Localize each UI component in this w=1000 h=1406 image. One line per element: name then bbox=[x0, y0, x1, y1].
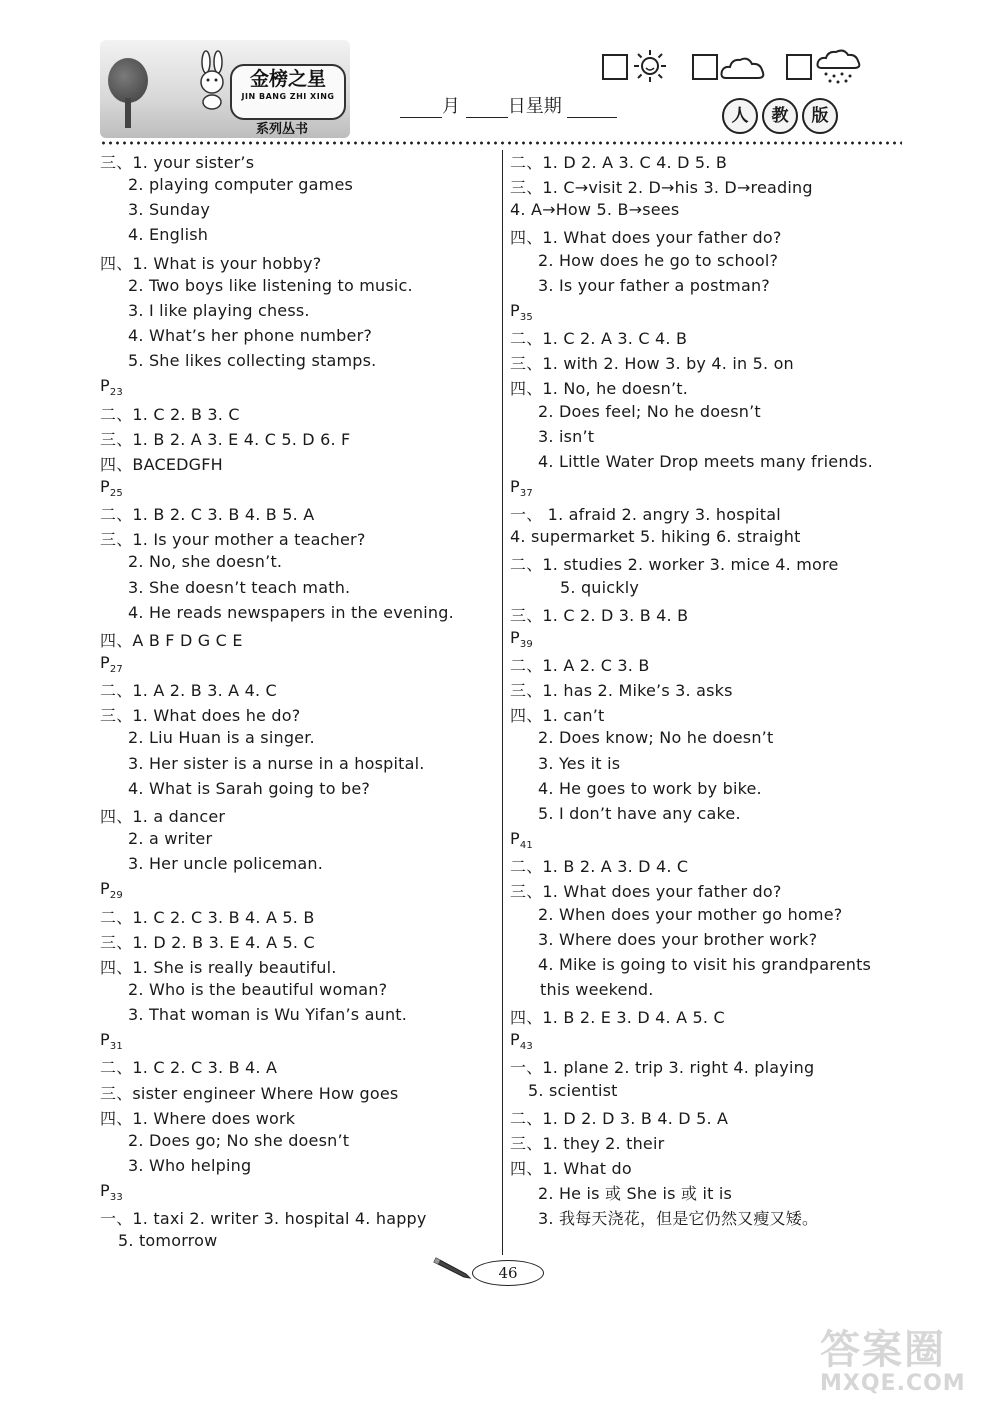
section-answer-line: 三、1. What does your father do? bbox=[510, 882, 782, 902]
column-divider bbox=[502, 150, 503, 1255]
edition-badge-3: 版 bbox=[802, 98, 838, 134]
page-prefix: P bbox=[510, 627, 520, 647]
answer-line: 4. Mike is going to visit his grandparents bbox=[538, 954, 872, 974]
page-ref-label bbox=[510, 829, 533, 851]
answer-line: 3. Yes it is bbox=[538, 753, 621, 773]
edition-badge-1: 人 bbox=[722, 98, 758, 134]
month-blank[interactable] bbox=[400, 99, 442, 118]
section-answer-line: 二、1. A 2. B 3. A 4. C bbox=[100, 681, 277, 701]
section-answer-line: 三、sister engineer Where How goes bbox=[100, 1083, 399, 1103]
section-answer-line: 二、1. C 2. C 3. B 4. A 5. B bbox=[100, 907, 315, 927]
page-ref-label bbox=[100, 477, 123, 499]
section-answer-line: 四、A B F D G C E bbox=[100, 630, 243, 650]
tree-illustration bbox=[108, 58, 148, 103]
section-answer-line: 四、1. Where does work bbox=[100, 1108, 296, 1128]
answer-line: 3. 我每天浇花，但是它仍然又瘦又矮。 bbox=[538, 1209, 819, 1229]
page-ref-label bbox=[510, 301, 533, 323]
cloud-icon bbox=[720, 54, 766, 82]
page-ref-label bbox=[510, 477, 533, 499]
section-answer-line: 二、1. D 2. D 3. B 4. D 5. A bbox=[510, 1108, 729, 1128]
answer-line: 5. I don’t have any cake. bbox=[538, 803, 741, 823]
page-ref-label bbox=[510, 628, 533, 650]
section-answer-line: 一、 1. afraid 2. angry 3. hospital bbox=[510, 505, 781, 525]
logo-pinyin: JIN BANG ZHI XING bbox=[241, 92, 335, 101]
section-answer-line: 二、1. C 2. C 3. B 4. A bbox=[100, 1058, 278, 1078]
answer-line: 4. What’s her phone number? bbox=[128, 326, 373, 346]
answer-line: 5. tomorrow bbox=[118, 1231, 218, 1251]
answer-line: 2. How does he go to school? bbox=[538, 250, 779, 270]
section-answer-line: 二、1. D 2. A 3. C 4. D 5. B bbox=[510, 153, 728, 172]
section-answer-line: 三、1. your sister’s bbox=[100, 153, 255, 172]
page-ref-label bbox=[100, 1030, 123, 1052]
section-answer-line: 四、1. She is really beautiful. bbox=[100, 957, 337, 977]
page-prefix: P bbox=[100, 1181, 110, 1201]
answer-line: 4. Little Water Drop meets many friends. bbox=[538, 451, 873, 471]
edition-badge-2: 教 bbox=[762, 98, 798, 134]
answer-line: 3. isn’t bbox=[538, 426, 595, 446]
rain-cloud-icon bbox=[816, 48, 862, 86]
answer-line: 4. A→How 5. B→sees bbox=[510, 200, 680, 220]
section-answer-line: 三、1. What does he do? bbox=[100, 706, 301, 726]
section-answer-line: 三、1. C→visit 2. D→his 3. D→reading bbox=[510, 178, 813, 198]
section-answer-line: 一、1. taxi 2. writer 3. hospital 4. happy bbox=[100, 1209, 427, 1229]
watermark-cn: 答案圈 bbox=[820, 1327, 946, 1373]
site-watermark bbox=[820, 1318, 990, 1398]
section-answer-line: 三、1. B 2. A 3. E 4. C 5. D 6. F bbox=[100, 429, 351, 449]
page-ref-label bbox=[100, 653, 123, 675]
rainy-checkbox[interactable] bbox=[786, 54, 812, 80]
answer-line: 2. a writer bbox=[128, 829, 213, 849]
page-header bbox=[100, 40, 902, 140]
answer-line: 3. I like playing chess. bbox=[128, 300, 310, 320]
section-answer-line: 三、1. they 2. their bbox=[510, 1133, 665, 1153]
page-ref-label bbox=[100, 879, 123, 901]
page-ref-number: 43 bbox=[519, 1041, 533, 1053]
page-prefix: P bbox=[510, 1030, 520, 1050]
logo-title-box bbox=[230, 64, 346, 120]
section-answer-line: 三、1. Is your mother a teacher? bbox=[100, 530, 366, 550]
answer-line: 2. He is 或 She is 或 it is bbox=[538, 1184, 733, 1204]
weekday-label: 星期 bbox=[525, 96, 562, 117]
answer-line: 3. Her sister is a nurse in a hospital. bbox=[128, 753, 425, 773]
section-answer-line: 三、1. has 2. Mike’s 3. asks bbox=[510, 681, 733, 701]
section-answer-line: 四、1. can’t bbox=[510, 706, 605, 726]
page-prefix: P bbox=[510, 300, 520, 320]
page-ref-number: 33 bbox=[109, 1192, 123, 1204]
answer-line: 2. Does know; No he doesn’t bbox=[538, 728, 774, 748]
answer-line: 3. Where does your brother work? bbox=[538, 929, 818, 949]
page-prefix: P bbox=[100, 476, 110, 496]
day-blank[interactable] bbox=[466, 99, 508, 118]
section-answer-line: 二、1. C 2. A 3. C 4. B bbox=[510, 329, 688, 349]
page-ref-label bbox=[510, 1030, 533, 1052]
answer-line: 4. English bbox=[128, 225, 209, 245]
answer-line: 2. Who is the beautiful woman? bbox=[128, 979, 388, 999]
series-logo bbox=[100, 40, 350, 138]
section-answer-line: 三、1. with 2. How 3. by 4. in 5. on bbox=[510, 354, 794, 374]
section-answer-line: 四、1. What is your hobby? bbox=[100, 253, 322, 273]
section-answer-line: 三、1. D 2. B 3. E 4. A 5. C bbox=[100, 932, 315, 952]
answer-line: 3. Sunday bbox=[128, 200, 211, 220]
month-label: 月 bbox=[442, 96, 460, 117]
page-ref-number: 37 bbox=[519, 487, 533, 499]
answer-line: 2. Two boys like listening to music. bbox=[128, 275, 413, 295]
tree-trunk bbox=[125, 98, 131, 128]
answer-line: 5. She likes collecting stamps. bbox=[128, 351, 377, 371]
answer-line: 3. Who helping bbox=[128, 1156, 252, 1175]
answer-line: 4. supermarket 5. hiking 6. straight bbox=[510, 527, 801, 547]
date-fill-line bbox=[400, 92, 617, 118]
page-prefix: P bbox=[510, 829, 520, 849]
page-ref-number: 35 bbox=[519, 311, 533, 323]
page-ref-number: 29 bbox=[109, 890, 123, 902]
section-answer-line: 二、1. B 2. C 3. B 4. B 5. A bbox=[100, 505, 315, 525]
section-answer-line: 二、1. A 2. C 3. B bbox=[510, 656, 650, 675]
answer-line: 5. quickly bbox=[560, 577, 640, 597]
section-answer-line: 四、BACEDGFH bbox=[100, 454, 223, 474]
answer-line: 3. That woman is Wu Yifan’s aunt. bbox=[128, 1005, 408, 1025]
answer-line: 5. scientist bbox=[528, 1080, 618, 1100]
page-prefix: P bbox=[510, 476, 520, 496]
section-answer-line: 四、1. B 2. E 3. D 4. A 5. C bbox=[510, 1008, 725, 1028]
page-prefix: P bbox=[100, 1030, 110, 1050]
answer-line: this weekend. bbox=[540, 979, 654, 999]
sun-icon bbox=[632, 48, 668, 84]
answer-line: 4. He goes to work by bike. bbox=[538, 778, 762, 798]
page-footer bbox=[432, 1250, 552, 1290]
series-label: 系列丛书 bbox=[256, 122, 309, 137]
page-ref-label bbox=[100, 376, 123, 398]
section-answer-line: 三、1. C 2. D 3. B 4. B bbox=[510, 605, 689, 625]
section-answer-line: 四、1. No, he doesn’t. bbox=[510, 379, 689, 399]
section-answer-line: 四、1. a dancer bbox=[100, 806, 226, 826]
answer-line: 2. Liu Huan is a singer. bbox=[128, 728, 315, 748]
page-ref-number: 23 bbox=[109, 387, 123, 399]
dotted-rule bbox=[100, 140, 902, 146]
logo-title: 金榜之星 bbox=[249, 68, 326, 90]
page-prefix: P bbox=[100, 376, 110, 396]
page-ref-number: 41 bbox=[519, 840, 533, 852]
section-answer-line: 二、1. B 2. A 3. D 4. C bbox=[510, 857, 689, 877]
section-answer-line: 二、1. studies 2. worker 3. mice 4. more bbox=[510, 555, 839, 575]
answer-line: 2. No, she doesn’t. bbox=[128, 552, 283, 572]
page-ref-number: 39 bbox=[519, 638, 533, 650]
section-answer-line: 四、1. What do bbox=[510, 1159, 632, 1178]
answer-line: 2. Does go; No she doesn’t bbox=[128, 1130, 350, 1150]
answer-line: 3. Is your father a postman? bbox=[538, 275, 770, 295]
page-prefix: P bbox=[100, 653, 110, 672]
page-ref-number: 25 bbox=[109, 487, 123, 499]
pencil-icon bbox=[432, 1252, 478, 1280]
section-answer-line: 二、1. C 2. B 3. C bbox=[100, 404, 240, 424]
rabbit-mascot-icon bbox=[192, 50, 232, 110]
answer-line: 3. Her uncle policeman. bbox=[128, 854, 324, 874]
page-ref-label bbox=[100, 1181, 123, 1203]
page-ref-number: 31 bbox=[109, 1041, 123, 1053]
weekday-blank[interactable] bbox=[567, 99, 617, 118]
answer-line: 2. When does your mother go home? bbox=[538, 904, 843, 924]
answer-line: 4. He reads newspapers in the evening. bbox=[128, 602, 454, 622]
answer-line: 2. Does feel; No he doesn’t bbox=[538, 401, 761, 421]
cloudy-checkbox[interactable] bbox=[692, 54, 718, 80]
answer-line: 2. playing computer games bbox=[128, 175, 354, 195]
section-answer-line: 一、1. plane 2. trip 3. right 4. playing bbox=[510, 1058, 815, 1078]
weather-selector bbox=[600, 48, 900, 88]
answer-line: 4. What is Sarah going to be? bbox=[128, 778, 371, 798]
day-label: 日 bbox=[507, 96, 526, 117]
sunny-checkbox[interactable] bbox=[602, 54, 628, 80]
answer-line: 3. She doesn’t teach math. bbox=[128, 577, 351, 597]
page-ref-number: 27 bbox=[109, 664, 123, 675]
page-prefix: P bbox=[100, 879, 110, 899]
page-number: 46 bbox=[472, 1260, 544, 1286]
watermark-en: MXQE.COM bbox=[820, 1371, 966, 1396]
section-answer-line: 四、1. What does your father do? bbox=[510, 228, 782, 248]
